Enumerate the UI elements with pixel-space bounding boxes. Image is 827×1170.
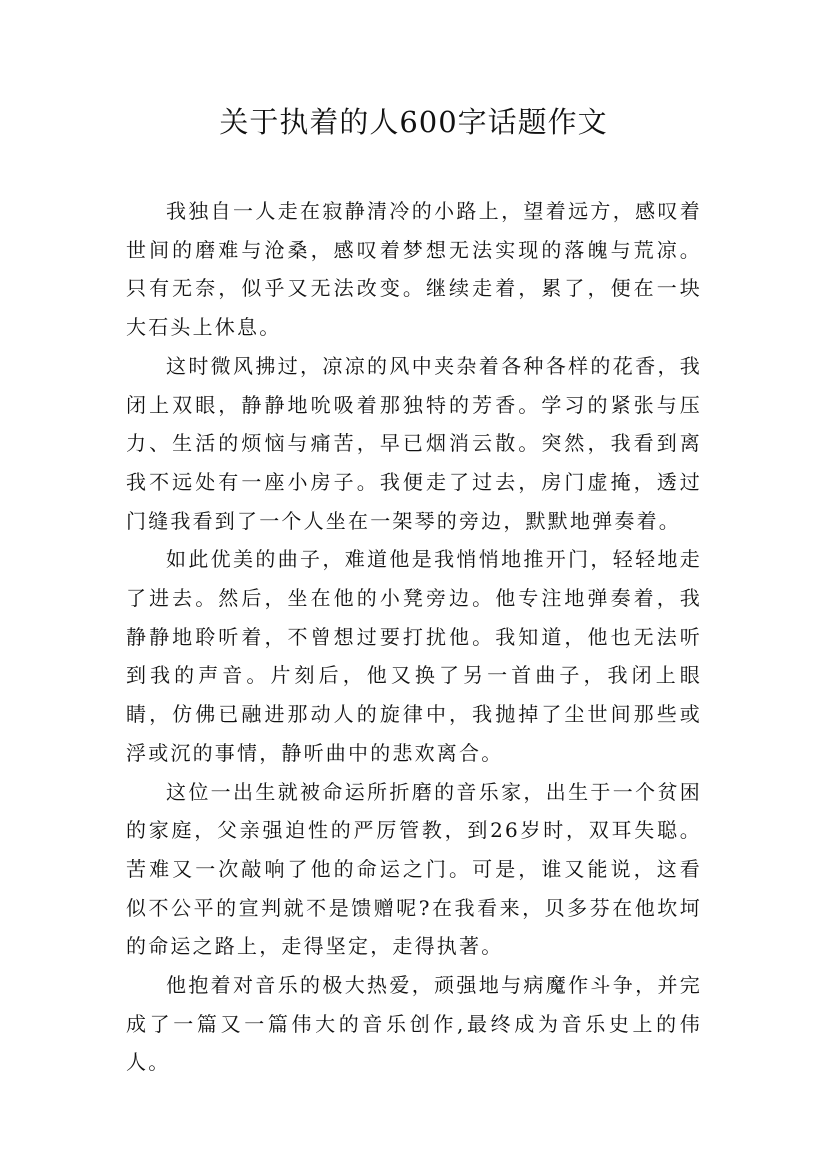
paragraph-4: 这位一出生就被命运所折磨的音乐家，出生于一个贫困的家庭，父亲强迫性的严厉管教，到26岁时，双耳失聪。苦难又一次敲响了他的命运之门。可是，谁又能说，这看似不公平的宣判就不是馈赠呢?在我看来，贝多芬在他坎坷的命运之路上，走得坚定，走得执著。 <box>126 779 702 959</box>
paragraph-2: 这时微风拂过，凉凉的风中夹杂着各种各样的花香，我闭上双眼，静静地吮吸着那独特的芳香。学习的紧张与压力、生活的烦恼与痛苦，早已烟消云散。突然，我看到离我不远处有一座小房子。我便走了过去，房门虚掩，透过门缝我看到了一个人坐在一架琴的旁边，默默地弹奏着。 <box>126 353 702 533</box>
paragraph-3: 如此优美的曲子，难道他是我悄悄地推开门，轻轻地走了进去。然后，坐在他的小凳旁边。他专注地弹奏着，我静静地聆听着，不曾想过要打扰他。我知道，他也无法听到我的声音。片刻后，他又换了另一首曲子，我闭上眼睛，仿佛已融进那动人的旋律中，我抛掉了尘世间那些或浮或沉的事情，静听曲中的悲欢离合。 <box>126 547 702 765</box>
essay-body <box>126 192 702 1082</box>
paragraph-5: 他抱着对音乐的极大热爱，顽强地与病魔作斗争，并完成了一篇又一篇伟大的音乐创作,最终成为音乐史上的伟人。 <box>126 973 702 1075</box>
page-title: 关于执着的人600字话题作文 <box>219 105 608 139</box>
paragraph-1: 我独自一人走在寂静清冷的小路上，望着远方，感叹着世间的磨难与沧桑，感叹着梦想无法实现的落魄与荒凉。只有无奈，似乎又无法改变。继续走着，累了，便在一块大石头上休息。 <box>126 199 702 340</box>
